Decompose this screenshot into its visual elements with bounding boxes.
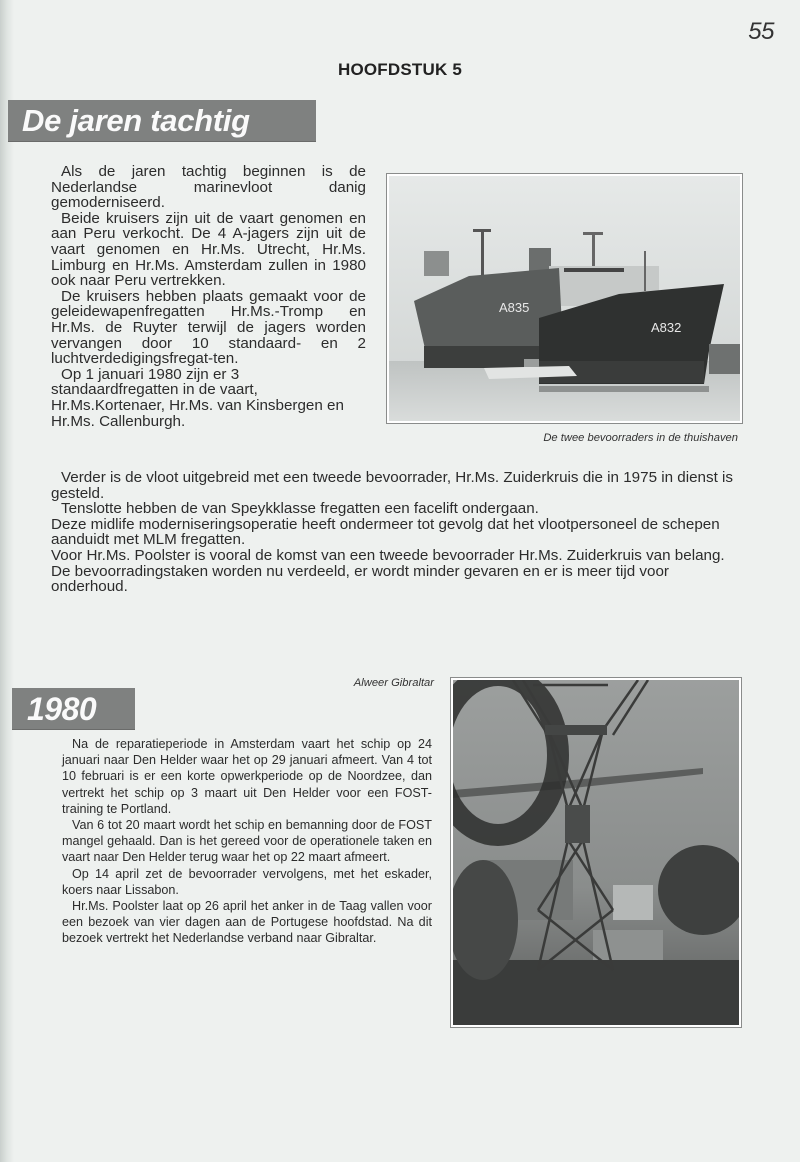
paragraph: Verder is de vloot uitgebreid met een tweede bevoorrader, Hr.Ms. Zuiderkruis die in 1975 in dienst is gesteld.: [51, 469, 733, 502]
paragraph: Beide kruisers zijn uit de vaart genomen en aan Peru verkocht. De 4 A-jagers zijn uit de vaart genomen en Hr.Ms. Utrecht, Hr.Ms. Limburg en Hr.Ms. Amsterdam zullen in 1980 ook naar Peru vertrekken.: [51, 209, 366, 290]
year-1980-text: [62, 736, 432, 947]
paragraph: Deze midlife moderniseringsoperatie heeft ondermeer tot gevolg dat het vlootpersoneel de schepen aanduidt met MLM fregatten.: [51, 515, 720, 549]
hull-number-a832: A832: [651, 320, 682, 335]
paragraph: Na de reparatieperiode in Amsterdam vaart het schip op 24 januari naar Den Helder waar het op 29 januari afmeert. Van 4 tot 10 februari is er een korte opwerkperiode op de Noordzee, dan vertrekt het schip op 3 maart uit Den Helder voor een FOST-training te Portland.: [62, 737, 432, 816]
ships-photo: [386, 173, 743, 424]
book-spine-shadow: [0, 0, 14, 1162]
paragraph: Van 6 tot 20 maart wordt het schip en bemanning door de FOST mangel gehaald. Dan is het gereed voor de operationele taken en vaart naar Den Helder terug waar het op 22 maart afmeert.: [62, 818, 432, 865]
paragraph: Voor Hr.Ms. Poolster is vooral de komst van een tweede bevoorrader Hr.Ms. Zuiderkruis van belang. De bevoorradingstaken worden nu verdeeld, er wordt minder gevaren en er is meer tijd voor onderhoud.: [51, 546, 725, 596]
gibraltar-photo-image: [453, 680, 739, 1025]
paragraph: Tenslotte hebben de van Speykklasse fregatten een facelift ondergaan.: [61, 500, 539, 518]
section-title-banner: De jaren tachtig: [8, 100, 316, 142]
paragraph: Hr.Ms. Poolster laat op 26 april het anker in de Taag vallen voor een bezoek van vier dagen aan de Portugese hoofdstad. Na dit bezoek vertrekt het Nederlandse verband naar Gibraltar.: [62, 899, 432, 946]
gibraltar-photo-caption: Alweer Gibraltar: [353, 677, 434, 689]
year-banner: 1980: [12, 688, 135, 730]
paragraph: Op 1 januari 1980 zijn er 3 standaardfregatten in de vaart, Hr.Ms.Kortenaer, Hr.Ms. van Kinsbergen en Hr.Ms. Callenburgh.: [51, 365, 344, 430]
page-number: 55: [748, 18, 774, 45]
intro-text-column: [51, 164, 366, 429]
wide-text-block: [51, 470, 743, 595]
gibraltar-photo: [450, 677, 742, 1028]
ships-photo-image: [389, 176, 740, 421]
ships-photo-caption: De twee bevoorraders in de thuishaven: [543, 432, 738, 444]
paragraph: Als de jaren tachtig beginnen is de Nederlandse marinevloot danig gemoderniseerd.: [51, 163, 366, 212]
hull-number-a835: A835: [499, 300, 530, 315]
chapter-heading: HOOFDSTUK 5: [337, 60, 463, 79]
paragraph: Op 14 april zet de bevoorrader vervolgens, met het eskader, koers naar Lissabon.: [62, 866, 432, 897]
paragraph: De kruisers hebben plaats gemaakt voor de geleidewapenfregatten Hr.Ms.-Tromp en Hr.Ms. de Ruyter terwijl de jagers worden vervangen door 10 standaard- en 2 luchtverdedigingsfregat-ten.: [51, 287, 366, 368]
